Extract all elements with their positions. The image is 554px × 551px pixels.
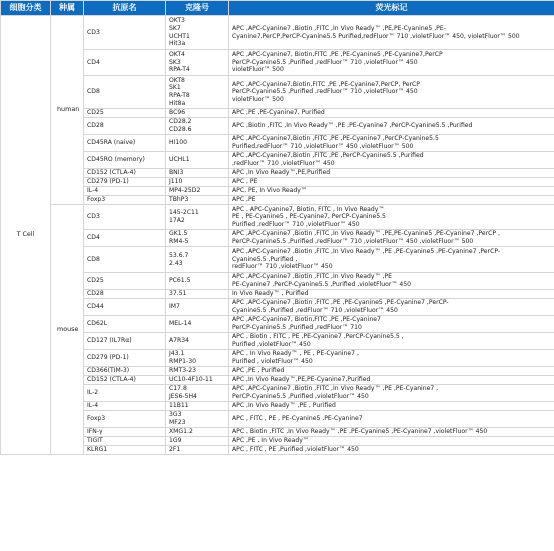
clone-cell-line: HI100: [169, 139, 188, 147]
antigen-cell-line: CD45RA (naive): [87, 139, 136, 147]
table-row: [1, 169, 554, 178]
fluor-cell: [229, 109, 554, 118]
table-row: [1, 205, 554, 230]
table-row: [1, 230, 554, 247]
table-row: [1, 16, 554, 50]
clone-cell-line: MEL-14: [169, 320, 192, 328]
fluor-cell: [229, 299, 554, 316]
clone-cell-line: 2.43: [169, 259, 183, 267]
clone-cell-line: RPA-T8: [169, 92, 190, 99]
fluor-cell-line: Purified ,redFluor™ 710 ,violetFluor™ 450: [232, 220, 360, 228]
clone-cell-line: SK1: [169, 84, 181, 92]
fluor-cell-line: PerCP-Cyanine5.5 ,Purified ,redFluor™ 710 ,violetFluor™ 450: [232, 58, 418, 66]
fluor-cell-line: APC ,PE , In Vivo Ready™: [232, 437, 309, 445]
fluor-cell-line: APC ,APC-Cyanine7,Biotin ,FITC ,PE ,PE-Cyanine7 ,PerCP-Cyanine5.5: [232, 135, 439, 143]
clone-cell-line: 17A2: [169, 217, 185, 224]
antigen-cell: [84, 299, 166, 316]
antigen-cell: [84, 333, 166, 350]
fluor-cell: [229, 437, 554, 446]
fluor-cell-line: APC ,APC-Cyanine7 ,Biotin ,FITC ,In Vivo Ready™ ,PE,PE-Cyanine5 ,PE-: [232, 24, 446, 32]
clone-cell-line: BNI3: [169, 169, 184, 177]
antigen-cell-line: CD3: [87, 28, 100, 36]
clone-cell-line: 2F1: [169, 446, 181, 454]
fluor-cell: [229, 76, 554, 109]
antigen-cell: [84, 350, 166, 367]
clone-cell: [166, 446, 229, 455]
antigen-cell-line: KLRG1: [87, 446, 108, 454]
fluor-cell: [229, 178, 554, 187]
fluor-cell-line: APC , Biotin , FITC , PE ,PE-Cyanine7 ,PerCP-Cyanine5.5 ,: [232, 333, 404, 341]
fluor-cell-line: Cyanine5.5 ,Purified ,redFluor™ 710 ,violetFluor™ 450: [232, 307, 398, 314]
clone-cell-line: 37.51: [169, 290, 187, 298]
antigen-cell: [84, 367, 166, 376]
fluor-cell-line: APC ,APC-Cyanine7 ,Biotin ,FITC ,In Vivo Ready™ ,PE ,PE-Cyanine5 ,PE-Cyanine7 ,PerCP-: [232, 248, 501, 256]
fluor-cell-line: In Vivo Ready™ , Purified: [232, 290, 309, 298]
fluor-cell-line: APC , In Vivo Ready™ , PE , PE-Cyanine7 ,: [232, 350, 359, 358]
clone-cell-line: GK1.5: [169, 230, 188, 238]
clone-cell: [166, 135, 229, 152]
antigen-cell-line: IFN-γ: [87, 428, 103, 436]
fluor-cell-line: APC ,APC-Cyanine7,Biotin ,FITC ,PE ,PerCP-Cyanine5.5 ,Purified: [232, 152, 424, 160]
clone-cell: [166, 333, 229, 350]
fluor-cell: [229, 196, 554, 205]
table-row: [1, 50, 554, 76]
table-row: [1, 411, 554, 428]
table-row: [1, 152, 554, 169]
cell-category-cell: T Cell: [1, 16, 51, 455]
antigen-cell: [84, 230, 166, 247]
antigen-cell: [84, 135, 166, 152]
antigen-cell-line: CD25: [87, 277, 104, 285]
antigen-cell-line: CD4: [87, 58, 100, 66]
table-row: [1, 247, 554, 273]
fluor-cell: [229, 118, 554, 135]
clone-cell: [166, 273, 229, 290]
clone-cell: [166, 196, 229, 205]
clone-cell-line: J43.1: [169, 350, 185, 358]
clone-cell: [166, 316, 229, 333]
clone-cell: [166, 411, 229, 428]
fluor-cell: [229, 385, 554, 402]
clone-cell: [166, 187, 229, 196]
fluor-cell-line: violetFluor™ 500: [232, 95, 284, 103]
clone-cell-line: J110: [169, 178, 183, 186]
fluor-cell: [229, 376, 554, 385]
fluor-cell: [229, 152, 554, 169]
antigen-cell-line: CD28: [87, 122, 104, 130]
table-body: [1, 16, 554, 455]
clone-cell: [166, 205, 229, 230]
antigen-cell: [84, 385, 166, 402]
clone-cell: [166, 437, 229, 446]
fluor-cell: [229, 350, 554, 367]
fluor-cell-line: PerCP-Cyanine5.5 ,Purified ,redFluor™ 710 ,violetFluor™ 450: [232, 88, 418, 96]
clone-cell-line: Hit3a: [169, 40, 186, 48]
fluor-cell-line: PerCP-Cyanine5.5 ,Purified ,violetFluor™ 450: [232, 393, 369, 400]
fluor-cell-line: APC ,Biotin ,FITC ,In Vivo Ready™ ,PE ,PE-Cyanine7 ,PerCP-Cyanine5.5 ,Purified: [232, 122, 473, 130]
clone-cell-line: 1G9: [169, 437, 182, 445]
fluor-cell: [229, 205, 554, 230]
clone-cell-line: CD28.2: [169, 118, 192, 126]
antigen-cell-line: CD45RO (memory): [87, 156, 145, 164]
fluor-cell-line: APC ,In Vivo Ready™ ,PE , Purified: [232, 402, 336, 410]
header-fluorescent-label: 荧光标记: [229, 1, 554, 16]
clone-cell: [166, 169, 229, 178]
antigen-cell: [84, 376, 166, 385]
antigen-cell-line: TIGIT: [87, 437, 103, 445]
table-row: [1, 376, 554, 385]
clone-cell: [166, 152, 229, 169]
clone-cell-line: 11B11: [169, 402, 189, 410]
fluor-cell-line: APC ,APC-Cyanine7, Biotin,FITC ,PE ,PE-Cyanine7: [232, 316, 381, 324]
fluor-cell-line: APC ,APC-Cyanine7 ,Biotin ,FITC ,In Vivo Ready™ ,PE: [232, 273, 393, 281]
species-cell: human: [51, 16, 84, 205]
clone-cell-line: UCHL1: [169, 156, 190, 164]
table-header: [1, 1, 554, 16]
clone-cell-line: IM7: [169, 303, 180, 311]
fluor-cell: [229, 247, 554, 273]
fluor-cell-line: APC , APC-Cyanine7, Biotin, FITC , In Vivo Ready™: [232, 205, 385, 213]
antigen-cell-line: IL-4: [87, 402, 99, 410]
fluor-cell-line: Purified , violetFluor™ 450: [232, 358, 313, 365]
fluor-cell: [229, 333, 554, 350]
fluor-cell: [229, 446, 554, 455]
antigen-cell: [84, 402, 166, 411]
clone-cell-line: OKT4: [169, 51, 185, 59]
clone-cell: [166, 118, 229, 135]
clone-cell-line: OKT8: [169, 76, 185, 84]
antigen-cell: [84, 169, 166, 178]
antigen-cell: [84, 290, 166, 299]
table-row: [1, 178, 554, 187]
clone-cell-line: MP4-25D2: [169, 187, 201, 195]
clone-cell: [166, 376, 229, 385]
antigen-cell-line: CD127 (IL7Rα): [87, 337, 132, 345]
fluor-cell: [229, 316, 554, 333]
fluor-cell: [229, 290, 554, 299]
clone-cell-line: RPA-T4: [169, 66, 190, 74]
fluor-cell-line: redFluor™ 710 ,violetFluor™ 450: [232, 263, 333, 271]
fluor-cell-line: APC ,PE: [232, 196, 256, 204]
fluor-cell: [229, 230, 554, 247]
antigen-cell: [84, 16, 166, 50]
antigen-cell: [84, 437, 166, 446]
antigen-cell: [84, 411, 166, 428]
fluor-cell: [229, 273, 554, 290]
table-row: [1, 333, 554, 350]
antigen-cell: [84, 178, 166, 187]
table-row: [1, 385, 554, 402]
clone-cell: [166, 247, 229, 273]
fluor-cell-line: APC ,APC-Cyanine7, Biotin,FITC ,PE ,PE-Cyanine5 ,PE-Cyanine7,PerCP: [232, 51, 443, 59]
clone-cell: [166, 76, 229, 109]
table-row: [1, 402, 554, 411]
clone-cell-line: UC10-4F10-11: [169, 376, 213, 384]
fluor-cell-line: Cyanine7,PerCP,PerCP-Cyanine5.5 Purified,redFluor™ 710 ,violetFluor™ 450, violetFluor™ 500: [232, 32, 520, 40]
antigen-cell-line: CD152 (CTLA-4): [87, 169, 136, 177]
clone-cell-line: UCHT1: [169, 32, 190, 40]
fluor-cell: [229, 16, 554, 50]
fluor-cell-line: APC , Biotin ,FITC ,In Vivo Ready™ ,PE ,PE-Cyanine5 ,PE-Cyanine7 ,violetFluor™ 450: [232, 428, 488, 436]
clone-cell: [166, 385, 229, 402]
antigen-cell-line: CD366(TIM-3): [87, 367, 130, 375]
fluor-cell: [229, 50, 554, 76]
fluor-cell: [229, 402, 554, 411]
antigen-cell: [84, 50, 166, 76]
fluor-cell-line: APC ,APC-Cyanine7,Biotin,FITC ,PE ,PE-Cyanine7,PerCP, PerCP: [232, 80, 420, 88]
clone-cell: [166, 290, 229, 299]
table-row: [1, 350, 554, 367]
clone-cell: [166, 109, 229, 118]
clone-cell: [166, 428, 229, 437]
fluor-cell-line: APC , PE: [232, 178, 258, 186]
antigen-cell-line: CD28: [87, 290, 104, 298]
fluor-cell-line: APC ,APC-Cyanine7 ,Biotin ,FITC ,PE ,PE-Cyanine5 ,PE-Cyanine7 ,PerCP-: [232, 299, 449, 307]
antigen-cell-line: CD152 (CTLA-4): [87, 376, 136, 384]
antigen-cell-line: CD8: [87, 88, 100, 96]
header-cell-category: 细胞分类: [1, 1, 51, 16]
clone-cell-line: CD28.6: [169, 126, 192, 133]
antigen-cell: [84, 187, 166, 196]
fluor-cell-line: Purified,redFluor™ 710 ,violetFluor™ 450 ,violetFluor™ 500: [232, 143, 414, 150]
fluor-cell-line: Cyanine5.5 ,Purified ,: [232, 255, 298, 263]
fluor-cell-line: violetFluor™ 500: [232, 66, 284, 74]
clone-cell-line: XMG1.2: [169, 428, 193, 436]
fluor-cell-line: APC ,APC-Cyanine7 ,Biotin ,FITC ,In Vivo Ready™ ,PE,PE-Cyanine5 ,PE-Cyanine7 ,PerCP ,: [232, 230, 500, 238]
antigen-cell-line: CD4: [87, 234, 100, 242]
clone-cell: [166, 16, 229, 50]
species-cell: mouse: [51, 205, 84, 455]
clone-cell-line: PC61.5: [169, 277, 191, 285]
clone-cell: [166, 367, 229, 376]
clone-cell-line: Hit8a: [169, 99, 186, 107]
clone-cell-line: RM4-5: [169, 238, 189, 245]
clone-cell-line: BC96: [169, 109, 186, 117]
fluor-cell: [229, 169, 554, 178]
table-row: [1, 299, 554, 316]
fluor-cell: [229, 411, 554, 428]
header-species: 种属: [51, 1, 84, 16]
table-row: [1, 118, 554, 135]
table-row: [1, 437, 554, 446]
fluor-cell-line: PerCP-Cyanine5.5 ,Purified ,redFluor™ 710 ,violetFluor™ 450 ,violetFluor™ 500: [232, 238, 474, 245]
antigen-cell-line: CD279 (PD-1): [87, 354, 129, 362]
fluor-cell: [229, 187, 554, 196]
header-clone: 克隆号: [166, 1, 229, 16]
fluor-cell-line: Purified ,violetFluor™ 450: [232, 341, 311, 348]
fluor-cell-line: APC ,PE , Purified: [232, 367, 285, 375]
fluor-cell: [229, 135, 554, 152]
antigen-cell: [84, 316, 166, 333]
antigen-cell-line: CD3: [87, 213, 100, 221]
clone-cell: [166, 230, 229, 247]
clone-cell: [166, 299, 229, 316]
header-row: [1, 1, 554, 16]
clone-cell-line: SK7: [169, 24, 181, 32]
fluor-cell-line: APC ,PE ,PE-Cyanine7, Purified: [232, 109, 325, 117]
table-row: [1, 109, 554, 118]
fluor-cell-line: APC, PE, In Vivo Ready™: [232, 187, 307, 195]
fluor-cell-line: ,redFluor™ 710 ,violetFluor™ 450: [232, 160, 335, 167]
clone-cell-line: A7R34: [169, 337, 190, 345]
clone-cell: [166, 50, 229, 76]
fluor-cell-line: PE-Cyanine7 ,PerCP-Cyanine5.5 ,Purified ,violetFluor™ 450: [232, 281, 412, 288]
fluor-cell-line: PE , PE-Cyanine5 , PE-Cyanine7, PerCP-Cyanine5.5: [232, 213, 386, 221]
antigen-cell: [84, 273, 166, 290]
fluor-cell: [229, 428, 554, 437]
clone-cell-line: 3G3: [169, 411, 182, 419]
fluor-cell-line: APC ,In Vivo Ready™,PE,PE-Cyanine7,Purified: [232, 376, 371, 384]
antigen-cell: [84, 109, 166, 118]
clone-cell: [166, 350, 229, 367]
clone-cell-line: C17.8: [169, 385, 187, 393]
antigen-cell-line: CD8: [87, 255, 100, 263]
fluor-cell-line: APC ,APC-Cyanine7 ,Biotin ,FITC ,In Vivo Ready™ ,PE ,PE-Cyanine7 ,: [232, 385, 439, 393]
antigen-cell: [84, 196, 166, 205]
table-row: [1, 290, 554, 299]
clone-cell-line: SK3: [169, 58, 181, 66]
antigen-cell-line: CD25: [87, 109, 104, 117]
antigen-cell-line: CD279 (PD-1): [87, 178, 129, 186]
antigen-cell: [84, 247, 166, 273]
clone-cell-line: OKT3: [169, 17, 185, 25]
header-antigen: 抗原名: [84, 1, 166, 16]
antigen-cell-line: CD62L: [87, 320, 108, 328]
clone-cell: [166, 402, 229, 411]
table-row: [1, 316, 554, 333]
fluor-cell-line: APC ,In Vivo Ready™,PE,Purified: [232, 169, 331, 177]
antigen-cell: [84, 76, 166, 109]
table-row: [1, 273, 554, 290]
antigen-cell: [84, 428, 166, 437]
table-row: [1, 76, 554, 109]
table-row: [1, 187, 554, 196]
table-row: [1, 428, 554, 437]
clone-cell-line: RMP1-30: [169, 358, 196, 365]
antigen-cell: [84, 205, 166, 230]
antigen-cell: [84, 152, 166, 169]
antigen-cell-line: IL-4: [87, 187, 99, 195]
antigen-cell-line: CD44: [87, 303, 104, 311]
clone-cell-line: MF23: [169, 419, 186, 426]
fluor-cell-line: APC , FITC , PE ,Purified ,violetFluor™ 450: [232, 446, 359, 454]
antigen-cell: [84, 118, 166, 135]
clone-cell-line: 145-2C11: [169, 209, 199, 217]
table-row: [1, 367, 554, 376]
clone-cell-line: JES6-5H4: [169, 393, 197, 400]
table-row: [1, 446, 554, 455]
fluor-cell-line: PerCP-Cyanine5.5 ,Purified ,redFluor™ 710: [232, 324, 362, 331]
antigen-cell-line: Foxp3: [87, 196, 106, 204]
clone-cell: [166, 178, 229, 187]
fluor-cell-line: APC , FITC , PE , PE-Cyanine5 ,PE-Cyanine7: [232, 415, 363, 423]
clone-cell-line: RMT3-23: [169, 367, 197, 375]
antigen-cell-line: IL-2: [87, 389, 99, 397]
clone-cell-line: TBhP3: [169, 196, 189, 204]
table-row: [1, 196, 554, 205]
fluor-cell: [229, 367, 554, 376]
table-row: [1, 135, 554, 152]
antigen-cell-line: Foxp3: [87, 415, 106, 423]
antigen-cell: [84, 446, 166, 455]
clone-cell-line: 53.6.7: [169, 251, 189, 259]
